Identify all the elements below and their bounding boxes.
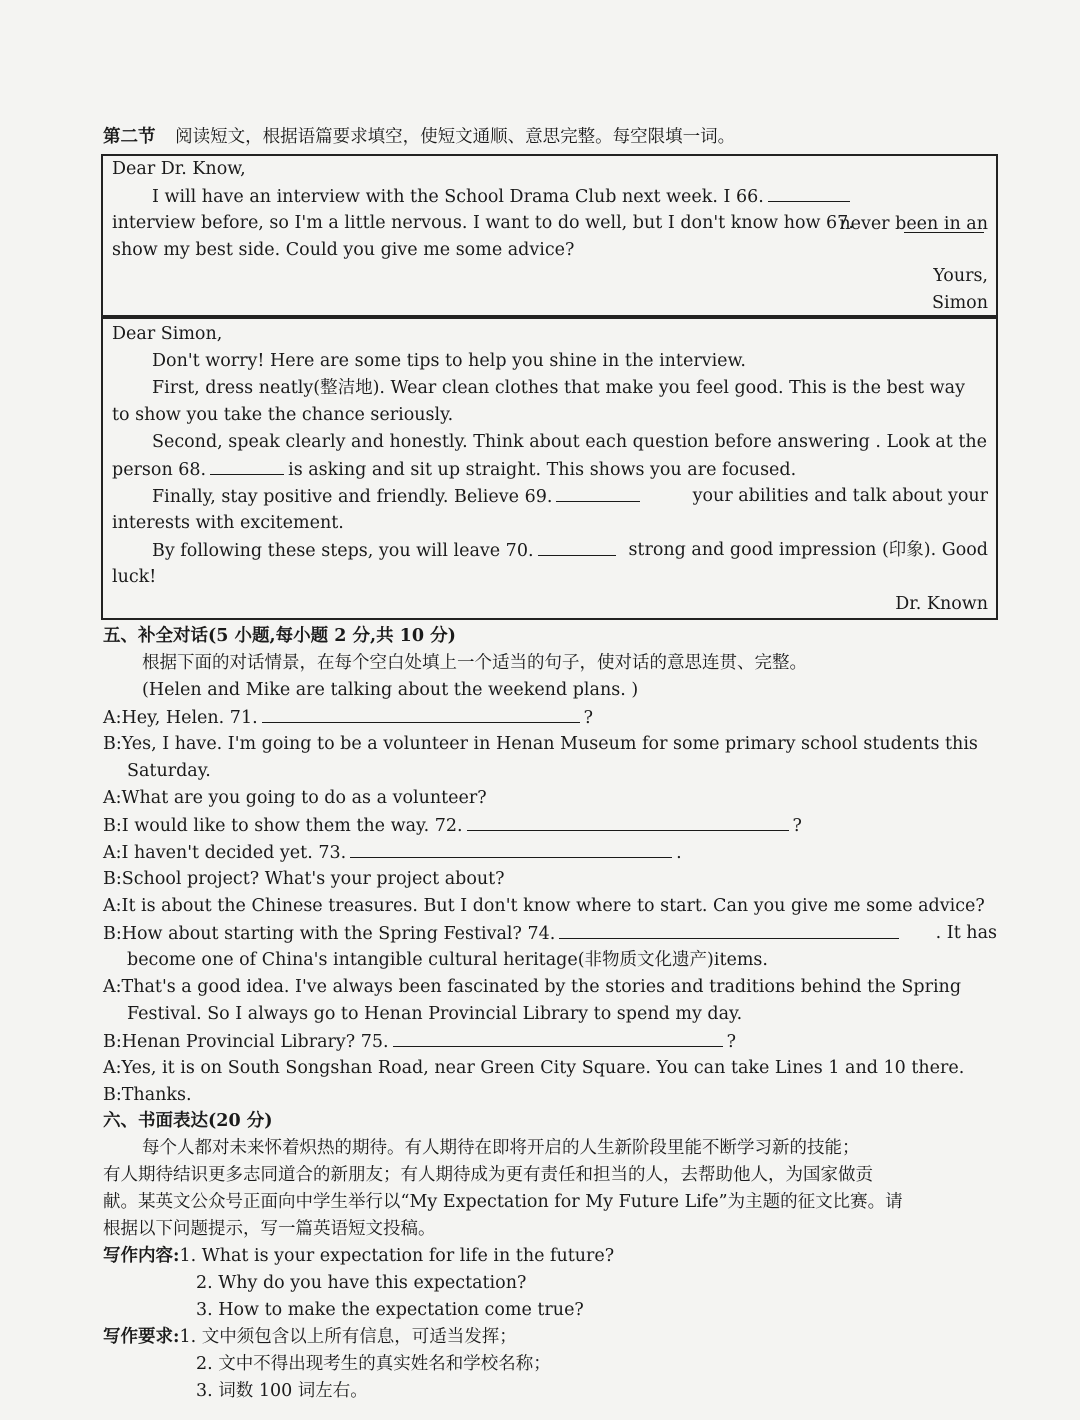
letter2-p3b-pre: person 68. — [112, 460, 207, 480]
letter2-p4b: interests with excitement. — [112, 513, 344, 533]
dialogue-line-1 — [103, 704, 593, 731]
section5-heading: 五、补全对话(5 小题,每小题 2 分,共 10 分) — [103, 626, 456, 646]
letter2-p2a: First, dress neatly(整洁地). Wear clean clothes that make you feel good. This is the best way — [152, 378, 965, 398]
dialogue-line-6: B:School project? What's your project about? — [103, 869, 505, 889]
section2-heading — [103, 124, 735, 151]
dialogue-1-text: A:Hey, Helen. 71. — [103, 708, 258, 728]
dialogue-5-text: A:I haven't decided yet. 73. — [103, 843, 347, 863]
writing-content-item-1: 1. What is your expectation for life in the future? — [179, 1246, 615, 1266]
dialogue-line-2b: Saturday. — [127, 761, 211, 781]
letter2-p3b — [112, 456, 796, 483]
letter1-line1-b: never been in an — [839, 214, 988, 234]
dialogue-line-5 — [103, 839, 682, 866]
dialogue-4-end: ? — [792, 816, 802, 836]
dialogue-line-4 — [103, 812, 802, 839]
writing-content-label: 写作内容: — [103, 1246, 180, 1266]
letter2-p5a-pre: By following these steps, you will leave 70. — [152, 541, 534, 561]
dialogue-5-end: . — [676, 843, 682, 863]
section2-heading-text: 阅读短文，根据语篇要求填空，使短文通顺、意思完整。每空限填一词。 — [175, 127, 736, 147]
blank-69[interactable] — [556, 483, 640, 502]
section5-context: (Helen and Mike are talking about the weekend plans. ) — [142, 680, 639, 700]
letter2-p5a — [152, 537, 988, 564]
dialogue-line-8a — [103, 920, 997, 947]
writing-req-item-2: 2. 文中不得出现考生的真实姓名和学校名称； — [196, 1354, 551, 1374]
letter2-p4a — [152, 483, 988, 510]
letter2-p4a-post: your abilities and talk about your — [692, 486, 988, 506]
letter2-p1: Don't worry! Here are some tips to help you shine in the interview. — [152, 351, 746, 371]
letter2-greeting: Dear Simon, — [112, 324, 223, 344]
writing-content-item-3: 3. How to make the expectation come true? — [196, 1300, 584, 1320]
writing-req-item-1: 1. 文中须包含以上所有信息，可适当发挥； — [179, 1327, 517, 1347]
dialogue-line-8b: become one of China's intangible cultural heritage(非物质文化遗产)items. — [127, 950, 768, 970]
letter1-line2-a: interview before, so I'm a little nervous. I want to do well, but I don't know how 67. — [112, 213, 854, 233]
letter2-p5b: luck! — [112, 567, 157, 587]
section6-p2: 有人期待结识更多志同道合的新朋友；有人期待成为更有责任和担当的人，去帮助他人，为国家做贡 — [103, 1165, 873, 1185]
writing-req-label: 写作要求: — [103, 1327, 180, 1347]
dialogue-line-9a: A:That's a good idea. I've always been fascinated by the stories and traditions behind the Spring — [103, 977, 962, 997]
letter1-greeting: Dear Dr. Know, — [112, 159, 246, 179]
blank-68[interactable] — [210, 456, 284, 475]
blank-72[interactable] — [467, 812, 789, 831]
blank-74[interactable] — [559, 920, 899, 939]
section2-heading-label: 第二节 — [103, 127, 156, 147]
dialogue-8a-end: . It has — [935, 923, 997, 943]
dialogue-line-7: A:It is about the Chinese treasures. But I don't know where to start. Can you give me some advice? — [103, 896, 985, 916]
blank-75[interactable] — [393, 1028, 723, 1047]
dialogue-line-2a: B:Yes, I have. I'm going to be a volunteer in Henan Museum for some primary school students this — [103, 734, 978, 754]
section5-instruction: 根据下面的对话情景，在每个空白处填上一个适当的句子，使对话的意思连贯、完整。 — [142, 653, 807, 673]
letter1-signature: Simon — [932, 293, 988, 313]
blank-71[interactable] — [262, 704, 580, 723]
section6-p4: 根据以下问题提示，写一篇英语短文投稿。 — [103, 1219, 436, 1239]
dialogue-1-end: ? — [583, 708, 594, 728]
dialogue-line-9b: Festival. So I always go to Henan Provincial Library to spend my day. — [127, 1004, 743, 1024]
dialogue-line-11: A:Yes, it is on South Songshan Road, near Green City Square. You can take Lines 1 and 10 there. — [103, 1058, 965, 1078]
writing-content-row1 — [103, 1243, 614, 1270]
letter1-closing: Yours, — [933, 266, 988, 286]
dialogue-8a-text: B:How about starting with the Spring Festival? 74. — [103, 924, 556, 944]
letter2-signature: Dr. Known — [895, 594, 988, 614]
writing-req-row1 — [103, 1324, 517, 1351]
section6-p1: 每个人都对未来怀着炽热的期待。有人期待在即将开启的人生新阶段里能不断学习新的技能； — [142, 1138, 860, 1158]
dialogue-line-3: A:What are you going to do as a volunteer? — [103, 788, 487, 808]
letter1-line3: show my best side. Could you give me some advice? — [112, 240, 575, 260]
letter1-line1-a: I will have an interview with the School Drama Club next week. I 66. — [152, 187, 764, 207]
letter2-p3b-post: is asking and sit up straight. This shows you are focused. — [288, 460, 797, 480]
dialogue-line-12: B:Thanks. — [103, 1085, 192, 1105]
letter2-p5a-post: strong and good impression (印象). Good — [628, 540, 988, 560]
dialogue-4-text: B:I would like to show them the way. 72. — [103, 816, 463, 836]
blank-67[interactable] — [904, 214, 984, 233]
section6-heading: 六、书面表达(20 分) — [103, 1111, 273, 1131]
section6-p3: 献。某英文公众号正面向中学生举行以“My Expectation for My Future Life”为主题的征文比赛。请 — [103, 1192, 903, 1212]
dialogue-10-text: B:Henan Provincial Library? 75. — [103, 1032, 389, 1052]
letter2-p4a-pre: Finally, stay positive and friendly. Believe 69. — [152, 487, 553, 507]
letter2-p2b: to show you take the chance seriously. — [112, 405, 454, 425]
letter1-line2 — [112, 210, 988, 237]
letter2-p3a: Second, speak clearly and honestly. Think about each question before answering . Look at the — [152, 432, 988, 452]
writing-req-item-3: 3. 词数 100 词左右。 — [196, 1381, 368, 1401]
dialogue-line-10 — [103, 1028, 736, 1055]
blank-66[interactable] — [768, 183, 850, 202]
blank-70[interactable] — [538, 537, 616, 556]
writing-content-item-2: 2. Why do you have this expectation? — [196, 1273, 527, 1293]
blank-73[interactable] — [350, 839, 672, 858]
dialogue-10-end: ? — [726, 1032, 736, 1052]
